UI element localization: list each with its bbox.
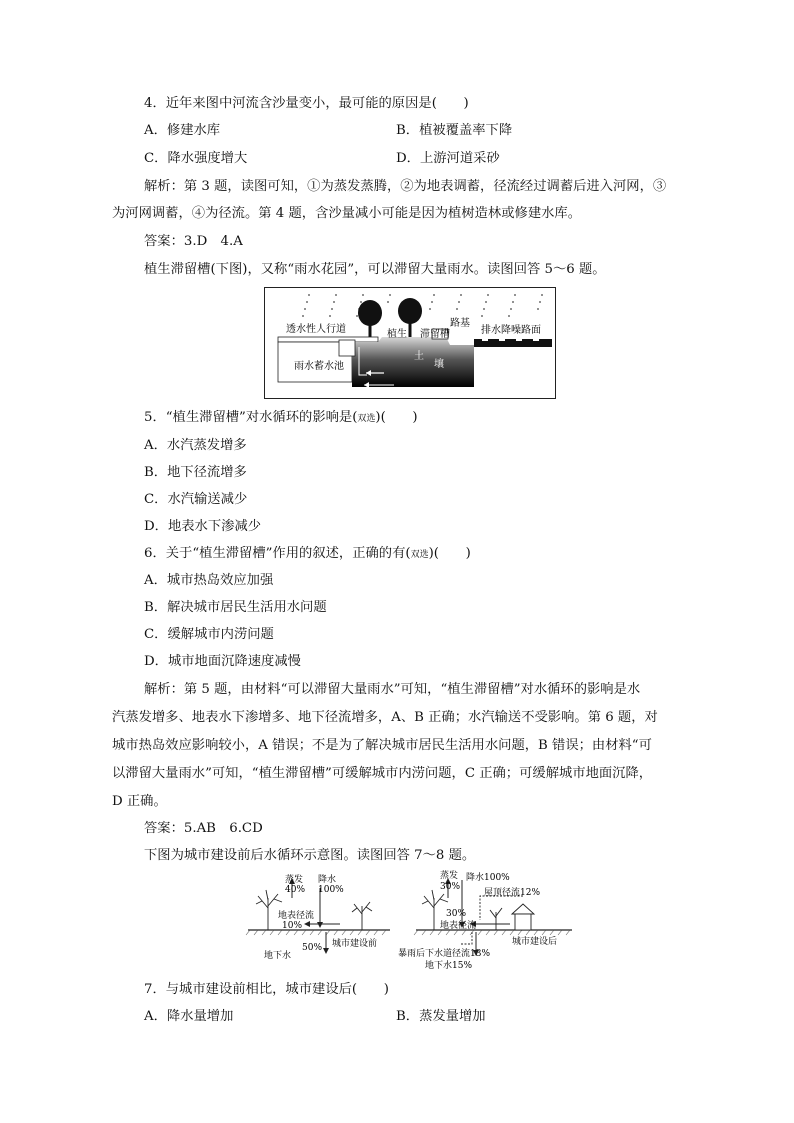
after-rain-label: 降水100% bbox=[466, 873, 510, 883]
label-sidewalk: 透水性人行道 bbox=[286, 324, 346, 335]
before-caption: 城市建设前 bbox=[332, 939, 378, 949]
road-base bbox=[474, 347, 552, 387]
intro-5-6: 植生滞留槽(下图)，又称“雨水花园”，可以滞留大量雨水。读图回答 5～6 题。 bbox=[144, 262, 606, 277]
panel-after bbox=[398, 869, 572, 971]
q4-option-a: A．修建水库 bbox=[144, 123, 221, 138]
analysis2-line2: 汽蒸发增多、地表水下渗增多、地下径流增多，A、B 正确；水汽输送不受影响。第 6 题，对 bbox=[112, 710, 658, 725]
q5-stem bbox=[144, 409, 418, 428]
analysis2-line4: 以滞留大量雨水”可知，“植生滞留槽”可缓解城市内涝问题，C 正确；可缓解城市地面沉降， bbox=[112, 766, 653, 781]
after-roof-label: 屋顶径流12% bbox=[484, 888, 541, 898]
label-soil-1: 土 bbox=[414, 351, 424, 362]
answer1: 答案：3.D 4.A bbox=[144, 234, 243, 249]
tree-before-right bbox=[352, 902, 372, 930]
q6-option-c: C．缓解城市内涝问题 bbox=[144, 627, 274, 642]
after-surface-pct: 30% bbox=[446, 909, 467, 919]
rain-arrowhead-before bbox=[317, 922, 323, 928]
after-evap-pct: 30% bbox=[440, 882, 461, 892]
panel-before bbox=[246, 873, 390, 961]
q5-stem-pre: 5．“植生滞留槽”对水循环的影响是( bbox=[144, 410, 358, 425]
q5-option-d: D．地表水下渗减少 bbox=[144, 519, 262, 534]
q4-option-b: B．植被覆盖率下降 bbox=[396, 123, 513, 138]
sidewalk-slab bbox=[278, 337, 378, 342]
label-soil-2: 壤 bbox=[434, 359, 444, 370]
q7-option-b: B．蒸发量增加 bbox=[396, 1009, 486, 1024]
label-road: 排水降噪路面 bbox=[481, 325, 541, 336]
before-evap-label: 蒸发 bbox=[285, 875, 304, 885]
house-icon bbox=[512, 904, 534, 930]
q6-stem bbox=[144, 545, 471, 564]
after-evap-label: 蒸发 bbox=[440, 871, 459, 881]
q6-option-a: A．城市热岛效应加强 bbox=[144, 573, 274, 588]
analysis1-line2: 为河网调蓄，④为径流。第 4 题，含沙量减小可能是因为植树造林或修建水库。 bbox=[112, 206, 582, 221]
ground-arrowhead-before bbox=[323, 948, 329, 954]
q6-stem-pre: 6．关于“植生滞留槽”作用的叙述，正确的有( bbox=[144, 546, 411, 561]
curb-box bbox=[339, 340, 355, 356]
label-plant: 植生 bbox=[387, 329, 407, 340]
label-trough: 滞留槽 bbox=[420, 329, 450, 340]
after-caption: 城市建设后 bbox=[512, 937, 558, 947]
q5-tag: 双选 bbox=[357, 414, 376, 424]
surface-arrowhead-before bbox=[304, 921, 310, 927]
q4-option-c: C．降水强度增大 bbox=[144, 151, 248, 166]
before-ground-label: 地下水 bbox=[264, 951, 292, 961]
q4-option-d: D．上游河道采砂 bbox=[396, 151, 500, 166]
label-pool: 雨水蓄水池 bbox=[294, 361, 344, 372]
analysis1-line1: 解析：第 3 题，读图可知，①为蒸发蒸腾，②为地表调蓄，径流经过调蓄后进入河网，③ bbox=[144, 179, 667, 194]
tree-before-left bbox=[256, 890, 282, 930]
before-rain-label: 降水 bbox=[318, 875, 337, 885]
storm-drain-arrow bbox=[460, 932, 472, 944]
q6-stem-post: )( ) bbox=[428, 546, 471, 561]
q5-option-b: B．地下径流增多 bbox=[144, 465, 247, 480]
before-surface-label: 地表径流 bbox=[278, 911, 315, 921]
tree-after-right bbox=[490, 908, 502, 930]
water-cycle-diagram bbox=[240, 868, 580, 972]
analysis2-line1: 解析：第 5 题，由材料“可以滞留大量雨水”可知，“植生滞留槽”对水循环的影响是水 bbox=[144, 682, 641, 697]
before-evap-pct: 40% bbox=[285, 885, 306, 895]
q4-stem: 4．近年来图中河流含沙量变小，最可能的原因是( ) bbox=[144, 96, 469, 111]
before-rain-pct: 100% bbox=[318, 885, 344, 895]
bioretention-diagram bbox=[264, 287, 556, 399]
answer2: 答案：5.AB 6.CD bbox=[144, 821, 263, 836]
q6-option-b: B．解决城市居民生活用水问题 bbox=[144, 600, 327, 615]
before-ground-pct: 50% bbox=[302, 943, 323, 953]
before-surface-pct: 10% bbox=[282, 921, 303, 931]
analysis2-line5: D 正确。 bbox=[112, 794, 167, 809]
label-roadbed: 路基 bbox=[450, 318, 470, 329]
q7-option-a: A．降水量增加 bbox=[144, 1009, 234, 1024]
q6-option-d: D．城市地面沉降速度减慢 bbox=[144, 654, 301, 669]
intro-7-8: 下图为城市建设前后水循环示意图。读图回答 7～8 题。 bbox=[144, 848, 476, 863]
q6-tag: 双选 bbox=[410, 550, 429, 560]
after-surface-label: 地表径流 bbox=[440, 921, 477, 931]
analysis2-line3: 城市热岛效应影响较小，A 错误；不是为了解决城市居民生活用水问题，B 错误；由材料“可 bbox=[112, 738, 652, 753]
after-ground-label: 地下水15% bbox=[425, 961, 473, 971]
q5-option-c: C．水汽输送减少 bbox=[144, 492, 248, 507]
q7-stem: 7．与城市建设前相比，城市建设后( ) bbox=[144, 982, 389, 997]
q5-option-a: A．水汽蒸发增多 bbox=[144, 438, 247, 453]
q5-stem-post: )( ) bbox=[375, 410, 418, 425]
after-storm-label: 暴雨后下水道径流13% bbox=[398, 949, 491, 959]
